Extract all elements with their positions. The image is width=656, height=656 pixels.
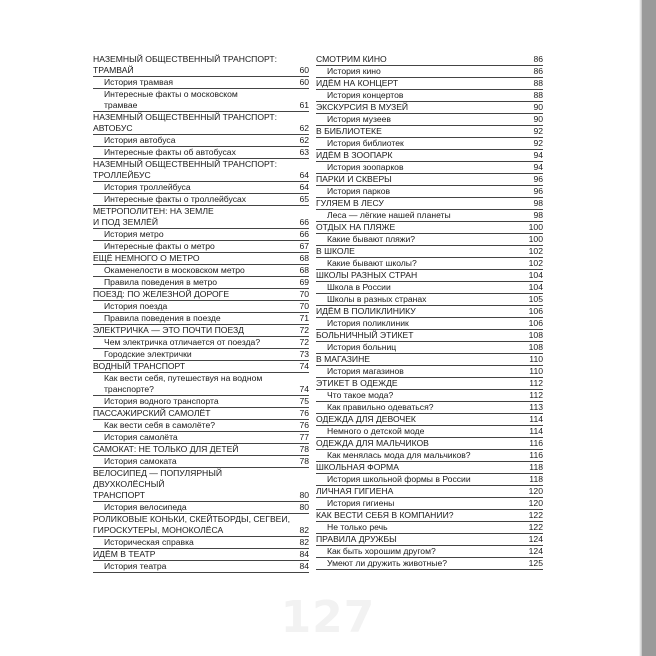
toc-page-number: 110: [529, 354, 543, 364]
toc-entry-title: ЛИЧНАЯ ГИГИЕНА: [316, 486, 394, 496]
toc-page-number: 124: [528, 546, 543, 556]
toc-entry-title: История концертов: [327, 90, 404, 100]
toc-page-number: 112: [529, 390, 543, 400]
toc-page-number: 63: [299, 147, 309, 157]
toc-page-number: 86: [533, 66, 543, 76]
toc-entry-title: ИДЁМ В ЗООПАРК: [316, 150, 393, 160]
toc-entry-title: История велосипеда: [104, 502, 187, 512]
toc-entry-title: Как быть хорошим другом?: [327, 546, 436, 556]
toc-page-number: 65: [299, 194, 309, 204]
toc-entry-title: История трамвая: [104, 77, 174, 87]
toc-page-number: 64: [299, 170, 309, 180]
toc-section-entry: [93, 361, 309, 373]
toc-subentry: [316, 114, 543, 126]
toc-entry-title: История самолёта: [104, 432, 178, 442]
page-number: 127: [280, 592, 376, 643]
toc-entry-title: Школа в России: [327, 282, 391, 292]
toc-subentry: [316, 498, 543, 510]
toc-subentry: [93, 77, 309, 89]
toc-entry-title: История водного транспорта: [104, 396, 219, 406]
toc-page-number: 106: [528, 318, 543, 328]
toc-subentry: [93, 537, 309, 549]
toc-section-entry: [316, 126, 543, 138]
toc-section-entry: [316, 78, 543, 90]
toc-page-number: 124: [528, 534, 543, 544]
toc-entry-title: Городские электрички: [104, 349, 192, 359]
toc-entry-title: ЭЛЕКТРИЧКА — ЭТО ПОЧТИ ПОЕЗД: [93, 325, 245, 335]
toc-entry-title: Какие бывают пляжи?: [327, 234, 416, 244]
toc-section-entry: [93, 408, 309, 420]
toc-subentry: [93, 561, 309, 573]
toc-entry-title: История парков: [327, 186, 391, 196]
toc-entry-title: ИДЁМ В ТЕАТР: [93, 549, 156, 559]
toc-entry-title: Немного о детской моде: [327, 426, 425, 436]
toc-page-number: 98: [533, 210, 543, 220]
toc-page-number: 88: [533, 90, 543, 100]
toc-entry-title: ШКОЛЬНАЯ ФОРМА: [316, 462, 399, 472]
toc-page-number: 100: [528, 222, 543, 232]
toc-subentry: [93, 265, 309, 277]
toc-subentry: [93, 396, 309, 408]
toc-entry-title: РОЛИКОВЫЕ КОНЬКИ, СКЕЙТБОРДЫ, СЕГВЕИ, ГИРОСКУТЕРЫ, МОНОКОЛЁСА: [93, 514, 290, 535]
toc-page-number: 118: [529, 462, 543, 472]
toc-right-column: [316, 54, 543, 570]
toc-entry-title: Интересные факты о московском трамвае: [104, 89, 238, 110]
toc-page-number: 84: [299, 549, 309, 559]
toc-section-entry: [316, 174, 543, 186]
toc-page-number: 116: [529, 438, 543, 448]
toc-page-number: 125: [528, 558, 543, 568]
toc-page-number: 120: [528, 486, 543, 496]
toc-entry-title: История больниц: [327, 342, 397, 352]
toc-page-number: 68: [299, 253, 309, 263]
toc-subentry: [93, 89, 309, 112]
toc-page-number: 102: [528, 246, 543, 256]
toc-subentry: [93, 456, 309, 468]
toc-entry-title: История зоопарков: [327, 162, 404, 172]
toc-page-number: 68: [299, 265, 309, 275]
toc-entry-title: ЭКСКУРСИЯ В МУЗЕЙ: [316, 102, 409, 112]
toc-section-entry: [93, 54, 309, 77]
toc-page-number: 110: [529, 366, 543, 376]
toc-page-number: 116: [529, 450, 543, 460]
toc-entry-title: ОДЕЖДА ДЛЯ МАЛЬЧИКОВ: [316, 438, 429, 448]
toc-subentry: [93, 241, 309, 253]
toc-page-number: 66: [299, 217, 309, 227]
toc-entry-title: История магазинов: [327, 366, 404, 376]
toc-page-number: 60: [299, 77, 309, 87]
toc-subentry: [93, 432, 309, 444]
toc-section-entry: [316, 438, 543, 450]
toc-entry-title: История поезда: [104, 301, 168, 311]
toc-entry-title: ОТДЫХ НА ПЛЯЖЕ: [316, 222, 396, 232]
toc-page-number: 82: [299, 525, 309, 535]
toc-subentry: [316, 66, 543, 78]
toc-entry-title: ЭТИКЕТ В ОДЕЖДЕ: [316, 378, 398, 388]
toc-page-number: 108: [528, 342, 543, 352]
toc-subentry: [316, 522, 543, 534]
toc-page-number: 62: [299, 135, 309, 145]
toc-page-number: 76: [299, 420, 309, 430]
toc-entry-title: История театра: [104, 561, 167, 571]
toc-entry-title: Леса — лёгкие нашей планеты: [327, 210, 451, 220]
toc-subentry: [316, 294, 543, 306]
toc-section-entry: [93, 289, 309, 301]
toc-entry-title: ПРАВИЛА ДРУЖБЫ: [316, 534, 397, 544]
toc-section-entry: [316, 246, 543, 258]
toc-entry-title: В ШКОЛЕ: [316, 246, 355, 256]
toc-subentry: [316, 450, 543, 462]
toc-page-number: 88: [533, 78, 543, 88]
toc-entry-title: Какие бывают школы?: [327, 258, 417, 268]
toc-entry-title: САМОКАТ: НЕ ТОЛЬКО ДЛЯ ДЕТЕЙ: [93, 444, 239, 454]
toc-page-number: 92: [533, 138, 543, 148]
toc-page-number: 64: [299, 182, 309, 192]
toc-subentry: [316, 318, 543, 330]
toc-page-number: 92: [533, 126, 543, 136]
toc-entry-title: ШКОЛЫ РАЗНЫХ СТРАН: [316, 270, 418, 280]
toc-entry-title: ВЕЛОСИПЕД — ПОПУЛЯРНЫЙ ДВУХКОЛЁСНЫЙ ТРАНСПОРТ: [93, 468, 223, 500]
toc-page-number: 90: [533, 114, 543, 124]
toc-subentry: [316, 258, 543, 270]
toc-subentry: [93, 373, 309, 396]
toc-page-number: 120: [528, 498, 543, 508]
toc-entry-title: История музеев: [327, 114, 391, 124]
toc-entry-title: История троллейбуса: [104, 182, 191, 192]
toc-page-number: 94: [533, 150, 543, 160]
toc-subentry: [93, 502, 309, 514]
toc-subentry: [93, 349, 309, 361]
toc-page-number: 102: [528, 258, 543, 268]
toc-entry-title: ГУЛЯЕМ В ЛЕСУ: [316, 198, 384, 208]
toc-section-entry: [93, 468, 309, 502]
toc-subentry: [93, 147, 309, 159]
toc-section-entry: [316, 378, 543, 390]
toc-entry-title: Окаменелости в московском метро: [104, 265, 245, 275]
toc-page-number: 86: [533, 54, 543, 64]
toc-page-number: 80: [299, 490, 309, 500]
toc-entry-title: Интересные факты о метро: [104, 241, 215, 251]
toc-entry-title: Правила поведения в метро: [104, 277, 218, 287]
toc-entry-title: История библиотек: [327, 138, 404, 148]
toc-entry-title: НАЗЕМНЫЙ ОБЩЕСТВЕННЫЙ ТРАНСПОРТ: ТРАМВАЙ: [93, 54, 278, 75]
toc-left-column: [93, 54, 309, 573]
toc-entry-title: КАК ВЕСТИ СЕБЯ В КОМПАНИИ?: [316, 510, 454, 520]
toc-subentry: [316, 186, 543, 198]
toc-subentry: [316, 546, 543, 558]
toc-page-number: 113: [529, 402, 543, 412]
toc-entry-title: СМОТРИМ КИНО: [316, 54, 387, 64]
toc-entry-title: ЕЩЁ НЕМНОГО О МЕТРО: [93, 253, 200, 263]
toc-page-number: 114: [529, 426, 543, 436]
toc-entry-title: ПАССАЖИРСКИЙ САМОЛЁТ: [93, 408, 211, 418]
toc-entry-title: ОДЕЖДА ДЛЯ ДЕВОЧЕК: [316, 414, 416, 424]
toc-page-number: 60: [299, 65, 309, 75]
toc-page-number: 104: [528, 270, 543, 280]
toc-section-entry: [316, 330, 543, 342]
toc-page-number: 61: [299, 100, 309, 110]
toc-section-entry: [316, 198, 543, 210]
toc-entry-title: Что такое мода?: [327, 390, 394, 400]
toc-subentry: [93, 337, 309, 349]
toc-entry-title: Школы в разных странах: [327, 294, 427, 304]
toc-page-number: 77: [299, 432, 309, 442]
toc-subentry: [316, 558, 543, 570]
toc-page-number: 118: [529, 474, 543, 484]
toc-page-number: 112: [529, 378, 543, 388]
toc-page-number: 72: [299, 325, 309, 335]
toc-entry-title: История автобуса: [104, 135, 176, 145]
toc-entry-title: МЕТРОПОЛИТЕН: НА ЗЕМЛЕ И ПОД ЗЕМЛЁЙ: [93, 206, 214, 227]
toc-section-entry: [93, 206, 309, 229]
toc-entry-title: История самоката: [104, 456, 177, 466]
toc-section-entry: [93, 549, 309, 561]
toc-section-entry: [93, 112, 309, 135]
toc-subentry: [316, 342, 543, 354]
toc-entry-title: Чем электричка отличается от поезда?: [104, 337, 261, 347]
toc-page-number: 75: [299, 396, 309, 406]
toc-entry-title: История гигиены: [327, 498, 395, 508]
toc-page-number: 100: [528, 234, 543, 244]
toc-subentry: [93, 194, 309, 206]
toc-entry-title: Умеют ли дружить животные?: [327, 558, 448, 568]
toc-page-number: 74: [299, 384, 309, 394]
toc-page-number: 76: [299, 408, 309, 418]
toc-subentry: [316, 210, 543, 222]
toc-subentry: [316, 162, 543, 174]
toc-subentry: [316, 426, 543, 438]
toc-subentry: [93, 229, 309, 241]
toc-page-number: 78: [299, 444, 309, 454]
toc-page-number: 80: [299, 502, 309, 512]
toc-entry-title: История кино: [327, 66, 381, 76]
toc-page-number: 73: [299, 349, 309, 359]
toc-page-number: 78: [299, 456, 309, 466]
toc-page-number: 104: [528, 282, 543, 292]
toc-section-entry: [316, 54, 543, 66]
toc-section-entry: [316, 102, 543, 114]
toc-entry-title: ПАРКИ И СКВЕРЫ: [316, 174, 392, 184]
toc-entry-title: В БИБЛИОТЕКЕ: [316, 126, 382, 136]
toc-subentry: [93, 313, 309, 325]
toc-subentry: [316, 366, 543, 378]
toc-page-number: 70: [299, 289, 309, 299]
toc-entry-title: История метро: [104, 229, 164, 239]
toc-section-entry: [93, 325, 309, 337]
toc-section-entry: [316, 462, 543, 474]
toc-page-number: 69: [299, 277, 309, 287]
toc-page-number: 122: [528, 510, 543, 520]
toc-section-entry: [93, 159, 309, 182]
toc-entry-title: ИДЁМ НА КОНЦЕРТ: [316, 78, 399, 88]
toc-entry-title: ПОЕЗД: ПО ЖЕЛЕЗНОЙ ДОРОГЕ: [93, 289, 230, 299]
toc-entry-title: Как вести себя в самолёте?: [104, 420, 216, 430]
toc-page-number: 98: [533, 198, 543, 208]
toc-entry-title: Как вести себя, путешествуя на водном транспорте?: [104, 373, 263, 394]
toc-page-number: 105: [528, 294, 543, 304]
toc-page-number: 71: [299, 313, 309, 323]
toc-page-number: 108: [528, 330, 543, 340]
toc-page-number: 67: [299, 241, 309, 251]
toc-page-number: 114: [529, 414, 543, 424]
toc-subentry: [93, 420, 309, 432]
toc-entry-title: В МАГАЗИНЕ: [316, 354, 371, 364]
toc-subentry: [93, 301, 309, 313]
toc-entry-title: Интересные факты о троллейбусах: [104, 194, 247, 204]
toc-section-entry: [316, 486, 543, 498]
toc-subentry: [316, 138, 543, 150]
toc-subentry: [316, 90, 543, 102]
toc-subentry: [316, 390, 543, 402]
toc-subentry: [316, 402, 543, 414]
toc-section-entry: [316, 306, 543, 318]
toc-page-number: 66: [299, 229, 309, 239]
page-edge: [642, 0, 656, 656]
toc-section-entry: [316, 150, 543, 162]
toc-subentry: [93, 135, 309, 147]
toc-page-number: 122: [528, 522, 543, 532]
toc-entry-title: Интересные факты об автобусах: [104, 147, 236, 157]
toc-section-entry: [93, 514, 309, 537]
toc-subentry: [93, 182, 309, 194]
toc-entry-title: ИДЁМ В ПОЛИКЛИНИКУ: [316, 306, 416, 316]
toc-section-entry: [316, 354, 543, 366]
toc-entry-title: ВОДНЫЙ ТРАНСПОРТ: [93, 361, 186, 371]
toc-section-entry: [316, 222, 543, 234]
toc-page-number: 72: [299, 337, 309, 347]
toc-page-number: 74: [299, 361, 309, 371]
toc-page-number: 90: [533, 102, 543, 112]
toc-subentry: [316, 474, 543, 486]
toc-page-number: 94: [533, 162, 543, 172]
toc-page-number: 82: [299, 537, 309, 547]
toc-section-entry: [316, 534, 543, 546]
toc-section-entry: [93, 253, 309, 265]
toc-entry-title: Историческая справка: [104, 537, 194, 547]
toc-entry-title: Не только речь: [327, 522, 388, 532]
toc-entry-title: БОЛЬНИЧНЫЙ ЭТИКЕТ: [316, 330, 414, 340]
toc-page-number: 96: [533, 186, 543, 196]
toc-subentry: [316, 282, 543, 294]
toc-page-number: 62: [299, 123, 309, 133]
toc-section-entry: [316, 270, 543, 282]
toc-entry-title: Как правильно одеваться?: [327, 402, 434, 412]
toc-page-number: 70: [299, 301, 309, 311]
toc-entry-title: История поликлиник: [327, 318, 409, 328]
toc-section-entry: [316, 510, 543, 522]
toc-entry-title: Правила поведения в поезде: [104, 313, 221, 323]
toc-subentry: [93, 277, 309, 289]
toc-page-number: 84: [299, 561, 309, 571]
toc-page-number: 96: [533, 174, 543, 184]
toc-entry-title: Как менялась мода для мальчиков?: [327, 450, 471, 460]
toc-section-entry: [93, 444, 309, 456]
toc-entry-title: История школьной формы в России: [327, 474, 471, 484]
toc-subentry: [316, 234, 543, 246]
toc-entry-title: НАЗЕМНЫЙ ОБЩЕСТВЕННЫЙ ТРАНСПОРТ: ТРОЛЛЕЙБУС: [93, 159, 278, 180]
toc-entry-title: НАЗЕМНЫЙ ОБЩЕСТВЕННЫЙ ТРАНСПОРТ: АВТОБУС: [93, 112, 278, 133]
toc-page-number: 106: [528, 306, 543, 316]
toc-section-entry: [316, 414, 543, 426]
